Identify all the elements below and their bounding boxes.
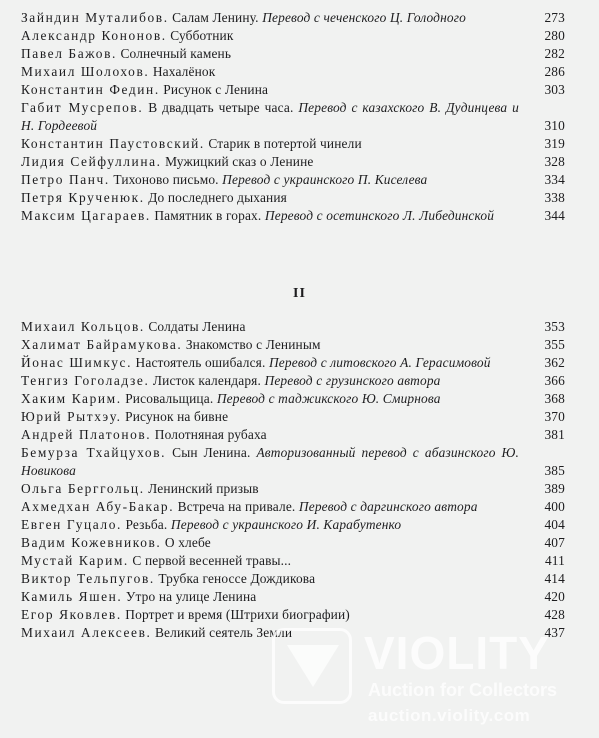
contents-list-section-2: [21, 318, 565, 642]
entry-page-number: 404: [544, 517, 565, 532]
violity-watermark: [272, 626, 597, 738]
entry-title: Мужицкий сказ о Ленине: [165, 154, 314, 169]
entry-page-number: 334: [544, 172, 565, 187]
entry-text: [21, 606, 565, 624]
entry-text: [21, 480, 565, 498]
entry-text: [21, 444, 565, 480]
entry-text: [21, 45, 565, 63]
entry-title: До последнего дыхания: [148, 190, 287, 205]
entry-title: Субботник: [170, 28, 234, 43]
entry-page-number: 286: [544, 64, 565, 79]
entry-title: Рисунок с Ленина: [163, 82, 269, 97]
contents-entry: [21, 81, 565, 99]
entry-page-number: 355: [544, 337, 565, 352]
entry-translation: Перевод с таджикского Ю. Смирнова: [216, 391, 441, 406]
entry-text: [21, 570, 565, 588]
entry-page-number: 280: [544, 28, 565, 43]
entry-text: [21, 207, 565, 225]
entry-author: Камиль Яшен.: [21, 589, 123, 604]
entry-author: Халимат Байрамукова.: [21, 337, 183, 352]
entry-translation: Перевод с осетинского Л. Либединской: [264, 208, 495, 223]
contents-entry: [21, 63, 565, 81]
entry-page-number: 407: [544, 535, 565, 550]
contents-entry: [21, 135, 565, 153]
entry-text: [21, 354, 565, 372]
entry-page-number: 428: [544, 607, 565, 622]
entry-page-number: 338: [544, 190, 565, 205]
contents-entry: [21, 516, 565, 534]
entry-title: В двадцать четыре часа.: [148, 100, 294, 115]
entry-translation: Перевод с украинского П. Киселева: [222, 172, 428, 187]
entry-text: [21, 81, 565, 99]
entry-page-number: 385: [544, 463, 565, 478]
entry-page-number: 362: [544, 355, 565, 370]
watermark-brand: VIOLITY: [364, 627, 550, 679]
entry-text: [21, 171, 565, 189]
entry-author: Андрей Платонов.: [21, 427, 152, 442]
contents-entry: [21, 444, 565, 480]
entry-author: Евген Гуцало.: [21, 517, 122, 532]
entry-page-number: 400: [544, 499, 565, 514]
entry-text: [21, 99, 565, 135]
entry-title: Настоятель ошибался.: [135, 355, 266, 370]
entry-author: Михаил Кольцов.: [21, 319, 145, 334]
entry-text: [21, 534, 565, 552]
entry-title: Тихоново письмо.: [113, 172, 219, 187]
entry-text: [21, 552, 565, 570]
contents-entry: [21, 390, 565, 408]
entry-translation: Перевод с украинского И. Карабутенко: [170, 517, 402, 532]
entry-title: Знакомство с Лениным: [185, 337, 321, 352]
contents-list-section-1: [21, 9, 565, 225]
entry-text: [21, 27, 565, 45]
contents-entry: [21, 153, 565, 171]
contents-entry: [21, 336, 565, 354]
entry-author: Бемурза Тхайцухов.: [21, 445, 167, 460]
entry-author: Павел Бажов.: [21, 46, 117, 61]
entry-translation: Перевод с чеченского Ц. Голодного: [262, 10, 466, 25]
entry-text: [21, 498, 565, 516]
entry-title: Солдаты Ленина: [148, 319, 246, 334]
entry-text: [21, 588, 565, 606]
entry-author: Тенгиз Гоголадзе.: [21, 373, 150, 388]
entry-page-number: 319: [544, 136, 565, 151]
entry-title: Солнечный камень: [120, 46, 232, 61]
entry-author: Егор Яковлев.: [21, 607, 122, 622]
contents-entry: [21, 480, 565, 498]
entry-author: Хаким Карим.: [21, 391, 122, 406]
contents-entry: [21, 498, 565, 516]
contents-entry: [21, 171, 565, 189]
entry-title: Рисунок на бивне: [125, 409, 229, 424]
entry-page-number: 381: [544, 427, 565, 442]
entry-title: О хлебе: [164, 535, 211, 550]
entry-title: Старик в потертой чинели: [208, 136, 362, 151]
entry-author: Константин Паустовский.: [21, 136, 205, 151]
entry-translation: Перевод с литовского А. Герасимовой: [268, 355, 491, 370]
entry-author: Зайндин Муталибов.: [21, 10, 169, 25]
entry-text: [21, 318, 565, 336]
entry-title: Сын Ленина.: [172, 445, 251, 460]
entry-author: Петря Крученюк.: [21, 190, 145, 205]
entry-author: Константин Федин.: [21, 82, 160, 97]
contents-entry: [21, 27, 565, 45]
entry-text: [21, 9, 565, 27]
entry-page-number: 282: [544, 46, 565, 61]
contents-entry: [21, 570, 565, 588]
entry-author: Габит Мусрепов.: [21, 100, 144, 115]
entry-title: Нахалёнок: [152, 64, 216, 79]
entry-title: Утро на улице Ленина: [125, 589, 257, 604]
entry-title: Портрет и время (Штрихи биографии): [125, 607, 350, 622]
entry-title: Встреча на привале.: [177, 499, 296, 514]
entry-author: Виктор Тельпугов.: [21, 571, 155, 586]
contents-entry: [21, 372, 565, 390]
entry-text: [21, 63, 565, 81]
contents-entry: [21, 534, 565, 552]
entry-title: Ленинский призыв: [148, 481, 259, 496]
entry-page-number: 366: [544, 373, 565, 388]
entry-page-number: 303: [544, 82, 565, 97]
contents-entry: [21, 207, 565, 225]
entry-author: Ахмедхан Абу-Бакар.: [21, 499, 175, 514]
entry-page-number: 420: [544, 589, 565, 604]
entry-page-number: 411: [544, 553, 565, 568]
entry-text: [21, 426, 565, 444]
entry-title: Памятник в горах.: [154, 208, 262, 223]
entry-title: Листок календаря.: [152, 373, 261, 388]
entry-page-number: 437: [544, 625, 565, 640]
entry-title: Салам Ленину.: [172, 10, 259, 25]
entry-author: Мустай Карим.: [21, 553, 129, 568]
entry-author: Александр Кононов.: [21, 28, 167, 43]
entry-author: Михаил Шолохов.: [21, 64, 150, 79]
contents-entry: [21, 9, 565, 27]
entry-author: Вадим Кожевников.: [21, 535, 162, 550]
entry-translation: Перевод с казахского В. Дудинцева и Н. Гордеевой: [21, 100, 519, 133]
entry-title: С первой весенней травы...: [132, 553, 292, 568]
entry-author: Йонас Шимкус.: [21, 355, 133, 370]
entry-page-number: 368: [544, 391, 565, 406]
contents-entry: [21, 99, 565, 135]
entry-author: Ольга Берггольц.: [21, 481, 145, 496]
entry-text: [21, 516, 565, 534]
contents-entry: [21, 408, 565, 426]
entry-page-number: 353: [544, 319, 565, 334]
entry-page-number: 344: [544, 208, 565, 223]
entry-text: [21, 189, 565, 207]
entry-text: [21, 135, 565, 153]
entry-author: Лидия Сейфуллина.: [21, 154, 162, 169]
entry-text: [21, 153, 565, 171]
entry-text: [21, 372, 565, 390]
contents-entry: [21, 606, 565, 624]
contents-entry: [21, 45, 565, 63]
entry-page-number: 370: [544, 409, 565, 424]
entry-page-number: 414: [544, 571, 565, 586]
entry-author: Михаил Алексеев.: [21, 625, 152, 640]
entry-page-number: 328: [544, 154, 565, 169]
entry-translation: Авторизованный перевод с абазинского Ю. Новикова: [21, 445, 520, 478]
entry-translation: Перевод с грузинского автора: [264, 373, 441, 388]
entry-title: Полотняная рубаха: [154, 427, 267, 442]
entry-title: Рисовальщица.: [125, 391, 214, 406]
entry-author: Юрий Рытхэу.: [21, 409, 122, 424]
contents-entry: [21, 318, 565, 336]
entry-author: Петро Панч.: [21, 172, 110, 187]
entry-title: Резьба.: [125, 517, 168, 532]
contents-entry: [21, 354, 565, 372]
watermark-url: auction.violity.com: [368, 706, 531, 725]
entry-translation: Перевод с даргинского автора: [298, 499, 478, 514]
entry-author: Максим Цагараев.: [21, 208, 151, 223]
entry-page-number: 310: [544, 118, 565, 133]
entry-page-number: 389: [544, 481, 565, 496]
entry-text: [21, 336, 565, 354]
contents-entry: [21, 189, 565, 207]
section-numeral: II: [293, 286, 306, 301]
entry-title: Великий сеятель Земли: [154, 625, 293, 640]
entry-page-number: 273: [544, 10, 565, 25]
entry-title: Трубка геноссе Дождикова: [158, 571, 316, 586]
entry-text: [21, 390, 565, 408]
violity-logo-icon: [272, 628, 352, 704]
contents-entry: [21, 552, 565, 570]
entry-text: [21, 408, 565, 426]
contents-entry: [21, 588, 565, 606]
contents-entry: [21, 426, 565, 444]
watermark-tagline: Auction for Collectors: [368, 680, 558, 700]
